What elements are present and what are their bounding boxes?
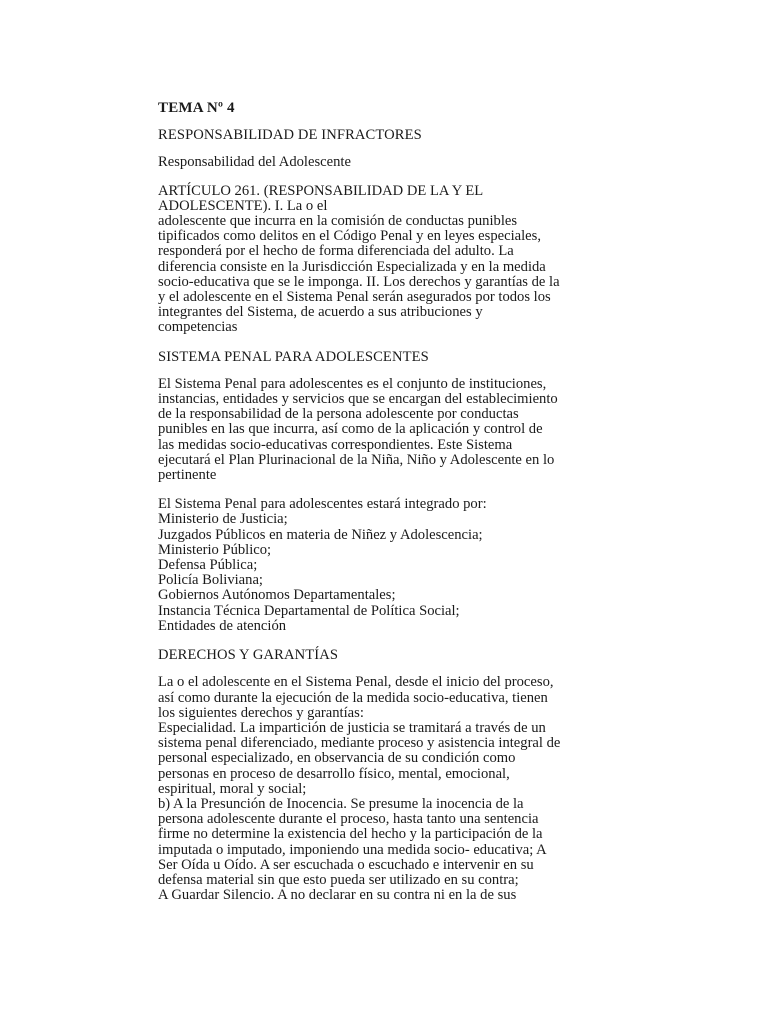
list-item: Juzgados Públicos en materia de Niñez y Adolescencia; (158, 526, 483, 543)
paragraph-line: Ser Oída u Oído. A ser escuchada o escuchado e intervenir en su (158, 856, 534, 873)
paragraph-line: punibles en las que incurra, así como de la aplicación y control de (158, 421, 543, 438)
paragraph-line: pertinente (158, 467, 217, 484)
paragraph-line: La o el adolescente en el Sistema Penal, desde el inicio del proceso, (158, 674, 554, 691)
paragraph-line: Especialidad. La impartición de justicia se tramitará a través de un (158, 719, 546, 736)
paragraph-line: persona adolescente durante el proceso, hasta tanto una sentencia (158, 811, 539, 828)
section-heading-derechos: DERECHOS Y GARANTÍAS (158, 647, 339, 664)
section-heading-sistema-penal: SISTEMA PENAL PARA ADOLESCENTES (158, 348, 429, 365)
list-intro: El Sistema Penal para adolescentes estará integrado por: (158, 496, 487, 513)
paragraph-line: espiritual, moral y social; (158, 780, 307, 797)
paragraph-line: imputada o imputado, imponiendo una medida socio- educativa; A (158, 841, 547, 858)
paragraph-line: personas en proceso de desarrollo físico, mental, emocional, (158, 765, 510, 782)
paragraph-line: defensa material sin que esto pueda ser utilizado en su contra; (158, 871, 519, 888)
sistema-penal-paragraph (158, 377, 638, 483)
paragraph-line: personal especializado, en observancia de su condición como (158, 750, 516, 767)
paragraph-line: b) A la Presunción de Inocencia. Se presume la inocencia de la (158, 795, 524, 812)
list-item: Gobiernos Autónomos Departamentales; (158, 587, 396, 604)
list-item: Policía Boliviana; (158, 572, 263, 589)
paragraph-line: las medidas socio-educativas correspondientes. Este Sistema (158, 436, 513, 453)
list-item: Ministerio Público; (158, 541, 272, 558)
document-title: TEMA Nº 4 (158, 100, 235, 116)
paragraph-line: ejecutará el Plan Plurinacional de la Niña, Niño y Adolescente en lo (158, 451, 555, 468)
paragraph-line: El Sistema Penal para adolescentes es el conjunto de instituciones, (158, 375, 547, 392)
article-line: socio-educativa que se le imponga. II. Los derechos y garantías de la (158, 273, 560, 290)
article-line: y el adolescente en el Sistema Penal serán asegurados por todos los (158, 289, 551, 306)
list-item: Ministerio de Justicia; (158, 511, 288, 528)
article-line: ADOLESCENTE). I. La o el (158, 197, 328, 214)
section-heading-responsabilidad: RESPONSABILIDAD DE INFRACTORES (158, 127, 422, 144)
article-line: ARTÍCULO 261. (RESPONSABILIDAD DE LA Y EL (158, 182, 484, 199)
paragraph-line: firme no determine la existencia del hecho y la participación de la (158, 826, 543, 843)
article-line: tipificados como delitos en el Código Penal y en leyes especiales, (158, 228, 541, 245)
paragraph-line: así como durante la ejecución de la medida socio-educativa, tienen (158, 689, 548, 706)
document-body (158, 101, 638, 917)
subheading-responsabilidad-adolescente: Responsabilidad del Adolescente (158, 154, 351, 171)
list-item: Defensa Pública; (158, 557, 258, 574)
paragraph-line: instancias, entidades y servicios que se encargan del establecimiento (158, 391, 558, 408)
derechos-paragraph (158, 675, 638, 903)
article-line: integrantes del Sistema, de acuerdo a sus atribuciones y (158, 304, 483, 321)
paragraph-line: A Guardar Silencio. A no declarar en su contra ni en la de sus (158, 887, 517, 904)
article-line: adolescente que incurra en la comisión de conductas punibles (158, 213, 518, 230)
article-261-paragraph (158, 184, 638, 336)
article-line: diferencia consiste en la Jurisdicción Especializada y en la medida (158, 258, 546, 275)
paragraph-line: sistema penal diferenciado, mediante proceso y asistencia integral de (158, 735, 561, 752)
list-item: Instancia Técnica Departamental de Política Social; (158, 602, 460, 619)
sistema-penal-members-list (158, 497, 638, 634)
article-line: responderá por el hecho de forma diferenciada del adulto. La (158, 243, 514, 260)
paragraph-line: los siguientes derechos y garantías: (158, 704, 364, 721)
article-line: competencias (158, 319, 238, 336)
paragraph-line: de la responsabilidad de la persona adolescente por conductas (158, 406, 519, 423)
list-item: Entidades de atención (158, 617, 287, 634)
